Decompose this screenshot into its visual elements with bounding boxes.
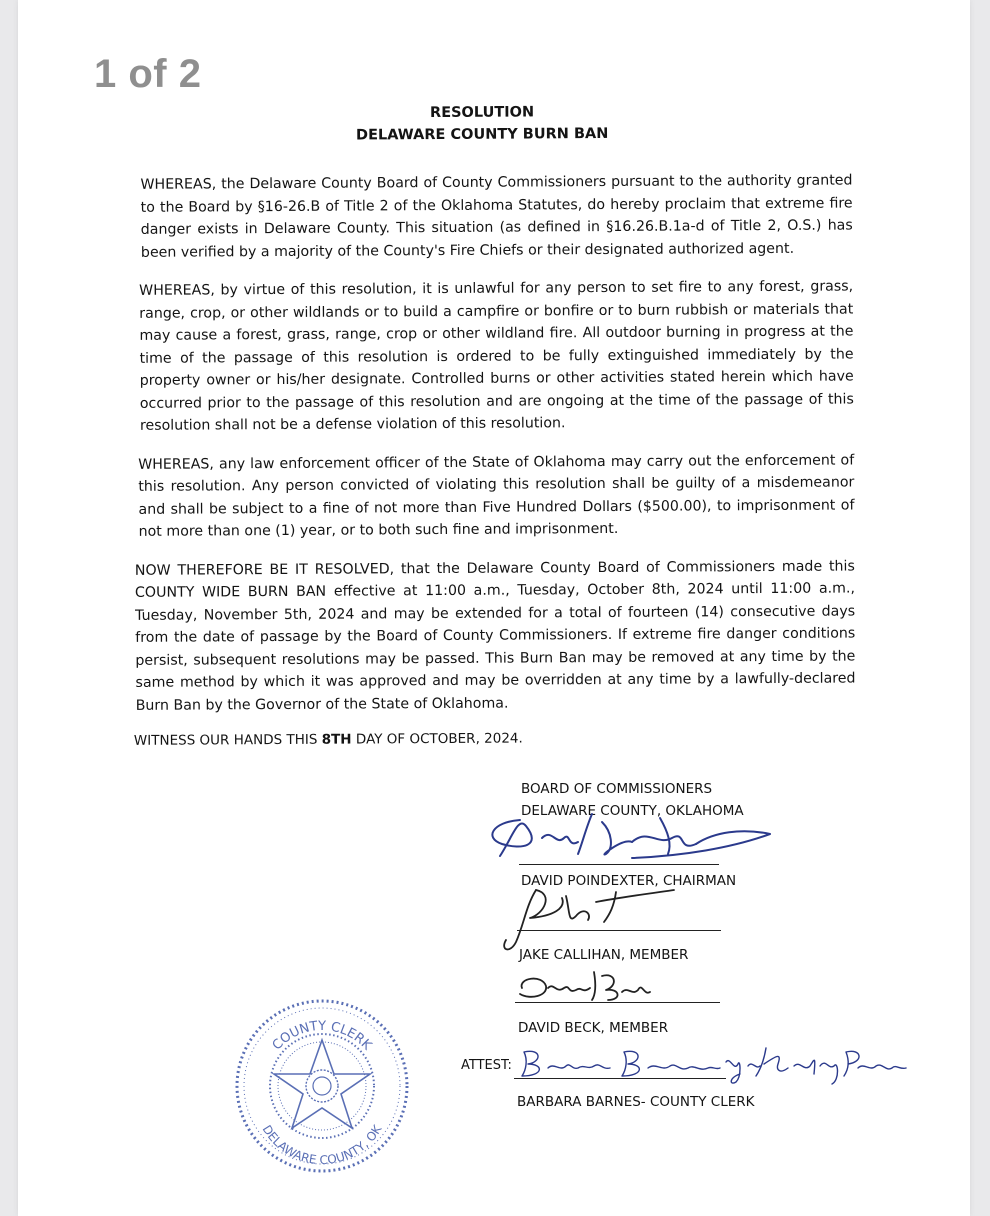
title-line-1: RESOLUTION [429, 104, 535, 122]
witness-suffix: DAY OF OCTOBER, 2024. [351, 730, 523, 748]
witness-day: 8TH [321, 731, 352, 748]
paragraph-whereas-3: WHEREAS, any law enforcement officer of the State of Oklahoma may carry out the enforcement of this resolution. Any person convicted of violating this resolution shall be guilty of a misdemeanor and shall be subject to a fine of not more than Five Hundred Dollars ($500.00), to imprisonment of not more than one (1) year, or to both such fine and imprisonment. [138, 451, 855, 540]
chairman-signature [482, 808, 782, 868]
member1-signature-line [517, 930, 721, 931]
title-line-2: DELAWARE COUNTY BURN BAN [355, 125, 609, 144]
paragraph-resolved: NOW THEREFORE BE IT RESOLVED, that the Delaware County Board of Commissioners made this COUNTY WIDE BURN BAN effective at 11:00 a.m., Tuesday, October 8th, 2024 until 11:00 a.m., Tuesday, November 5th, 2024 and may be extended for a total of fourteen (14) consecutive days from the date of passage by the Board of County Commissioners. If extreme fire danger conditions persist, subsequent resolutions may be passed. This Burn Ban may be removed at any time by the same method by which it was approved and may be overridden at any time by a lawfully-declared Burn Ban by the Governor of the State of Oklahoma. [134, 557, 856, 714]
member2-signature [512, 966, 662, 1006]
member2-signature-line [515, 1002, 720, 1003]
chairman-signature-line [519, 864, 719, 865]
member2-name: DAVID BECK, MEMBER [518, 1020, 669, 1036]
witness-prefix: WITNESS OUR HANDS THIS [133, 731, 322, 749]
clerk-name: BARBARA BARNES- COUNTY CLERK [517, 1094, 755, 1110]
paragraph-whereas-1: WHEREAS, the Delaware County Board of County Commissioners pursuant to the authority granted to the Board by §16-26.B of Title 2 of the Oklahoma Statutes, do hereby proclaim that extreme fire danger exists in Delaware County. This situation (as defined in §16.26.B.1a-d of Title 2, O.S.) has been verified by a majority of the County's Fire Chiefs or their designated authorized agent. [140, 172, 853, 261]
resolution-document [112, 99, 856, 749]
chairman-name: DAVID POINDEXTER, CHAIRMAN [521, 873, 737, 889]
paragraph-whereas-2: WHEREAS, by virtue of this resolution, it is unlawful for any person to set fire to any forest, grass, range, crop, or other wildlands or to build a campfire or bonfire or to burn rubbish or materials that may cause a forest, grass, range, crop or other wildland fire. All outdoor burning in progress at the time of the passage of this resolution is ordered to be fully extinguished immediately by the property owner or his/her designate. Controlled burns or other activities stated herein which have occurred prior to the passage of this resolution and are ongoing at the time of the passage of this resolution shall not be a defense violation of this resolution. [139, 278, 854, 434]
board-heading-line-1: BOARD OF COMMISSIONERS [521, 781, 713, 797]
county-clerk-seal [232, 996, 412, 1176]
document-title [112, 99, 852, 148]
board-heading-line-2: DELAWARE COUNTY, OKLAHOMA [521, 803, 744, 819]
page-indicator: 1 of 2 [94, 52, 202, 96]
member1-name: JAKE CALLIHAN, MEMBER [519, 947, 689, 963]
clerk-signature-line [514, 1078, 726, 1079]
seal-top-text: COUNTY CLERK [269, 1018, 375, 1054]
seal-bottom-text: DELAWARE COUNTY, OK [259, 1122, 385, 1168]
attest-label: ATTEST: [461, 1058, 512, 1073]
clerk-signature [514, 1040, 914, 1090]
